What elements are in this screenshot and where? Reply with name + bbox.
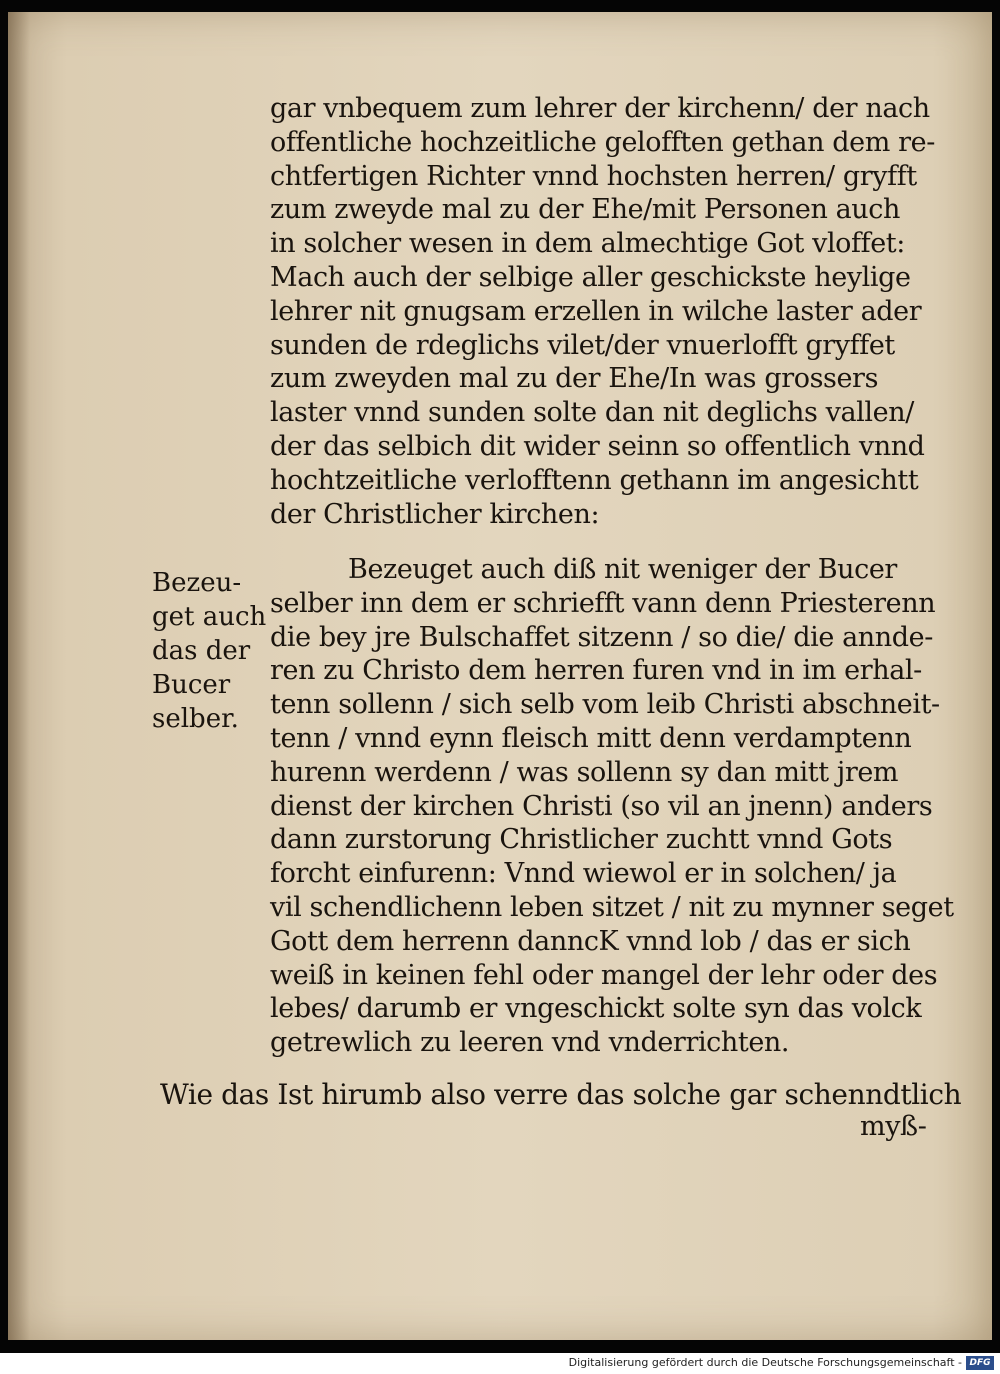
margin-note-line: get auch — [152, 602, 267, 632]
text-line: forcht einfurenn: Vnnd wiewol er in solchen/ ja — [270, 858, 897, 890]
text-line: gar vnbequem zum lehrer der kirchenn/ der nach — [270, 93, 930, 124]
text-line: in solcher wesen in dem almechtige Got vloffet: — [270, 228, 905, 260]
text-line: die bey jre Bulschaffet sitzenn / so die/ die annde- — [270, 621, 933, 653]
text-line: zum zweyden mal zu der Ehe/In was grossers — [270, 363, 879, 395]
margin-note-line: Bucer — [152, 670, 231, 700]
paragraph-2 — [270, 553, 954, 1060]
catchword: myß- — [860, 1111, 927, 1142]
text-line: der Christlicher kirchen: — [270, 498, 600, 530]
text-line: lebes/ darumb er vngeschickt solte syn das volck — [270, 993, 922, 1025]
text-line: zum zweyde mal zu der Ehe/mit Personen auch — [270, 194, 901, 226]
text-line: hurenn werdenn / was sollenn sy dan mitt jrem — [270, 756, 899, 788]
margin-note-line: selber. — [152, 704, 239, 734]
text-line: chtfertigen Richter vnnd hochsten herren/ gryfft — [270, 160, 917, 192]
page-gutter-shadow — [8, 12, 30, 1340]
paragraph-3: Wie das Ist hirumb also verre das solche gar schenndtlich — [160, 1078, 962, 1111]
text-line: tenn / vnnd eynn fleisch mitt denn verdamptenn — [270, 722, 912, 754]
margin-note-line: das der — [152, 636, 251, 666]
text-line: hochtzeitliche verlofftenn gethann im angesichtt — [270, 464, 919, 496]
text-line: tenn sollenn / sich selb vom leib Christi abschneit- — [270, 689, 940, 721]
text-line: vil schendlichenn leben sitzet / nit zu mynner seget — [270, 891, 954, 923]
text-line: selber inn dem er schriefft vann denn Priesterenn — [270, 587, 936, 619]
text-line: weiß in keinen fehl oder mangel der lehr oder des — [270, 959, 938, 991]
text-line: dienst der kirchen Christi (so vil an jnenn) anders — [270, 790, 933, 822]
margin-note — [152, 566, 267, 736]
text-line: sunden de rdeglichs vilet/der vnuerlofft gryffet — [270, 329, 895, 361]
footer-credit: Digitalisierung gefördert durch die Deutsche Forschungsgemeinschaft - — [568, 1356, 962, 1369]
text-line: offentliche hochzeitliche gelofften gethan dem re- — [270, 126, 935, 158]
text-line: laster vnnd sunden solte dan nit deglichs vallen/ — [270, 397, 914, 429]
text-line: getrewlich zu leeren vnd vnderrichten. — [270, 1027, 790, 1059]
margin-note-line: Bezeu- — [152, 568, 242, 598]
text-line: Mach auch der selbige aller geschickste heylige — [270, 261, 911, 293]
dfg-logo: DFG — [966, 1356, 994, 1370]
text-line: der das selbich dit wider seinn so offentlich vnnd — [270, 430, 925, 462]
text-line: dann zurstorung Christlicher zuchtt vnnd Gots — [270, 824, 893, 856]
text-line: lehrer nit gnugsam erzellen in wilche laster ader — [270, 295, 922, 327]
text-line: Gott dem herrenn danncK vnnd lob / das er sich — [270, 925, 911, 957]
paragraph-1 — [270, 92, 940, 531]
text-line: Bezeuget auch diß nit weniger der Bucer — [348, 554, 897, 585]
text-line: ren zu Christo dem herren furen vnd in im erhal- — [270, 655, 922, 687]
